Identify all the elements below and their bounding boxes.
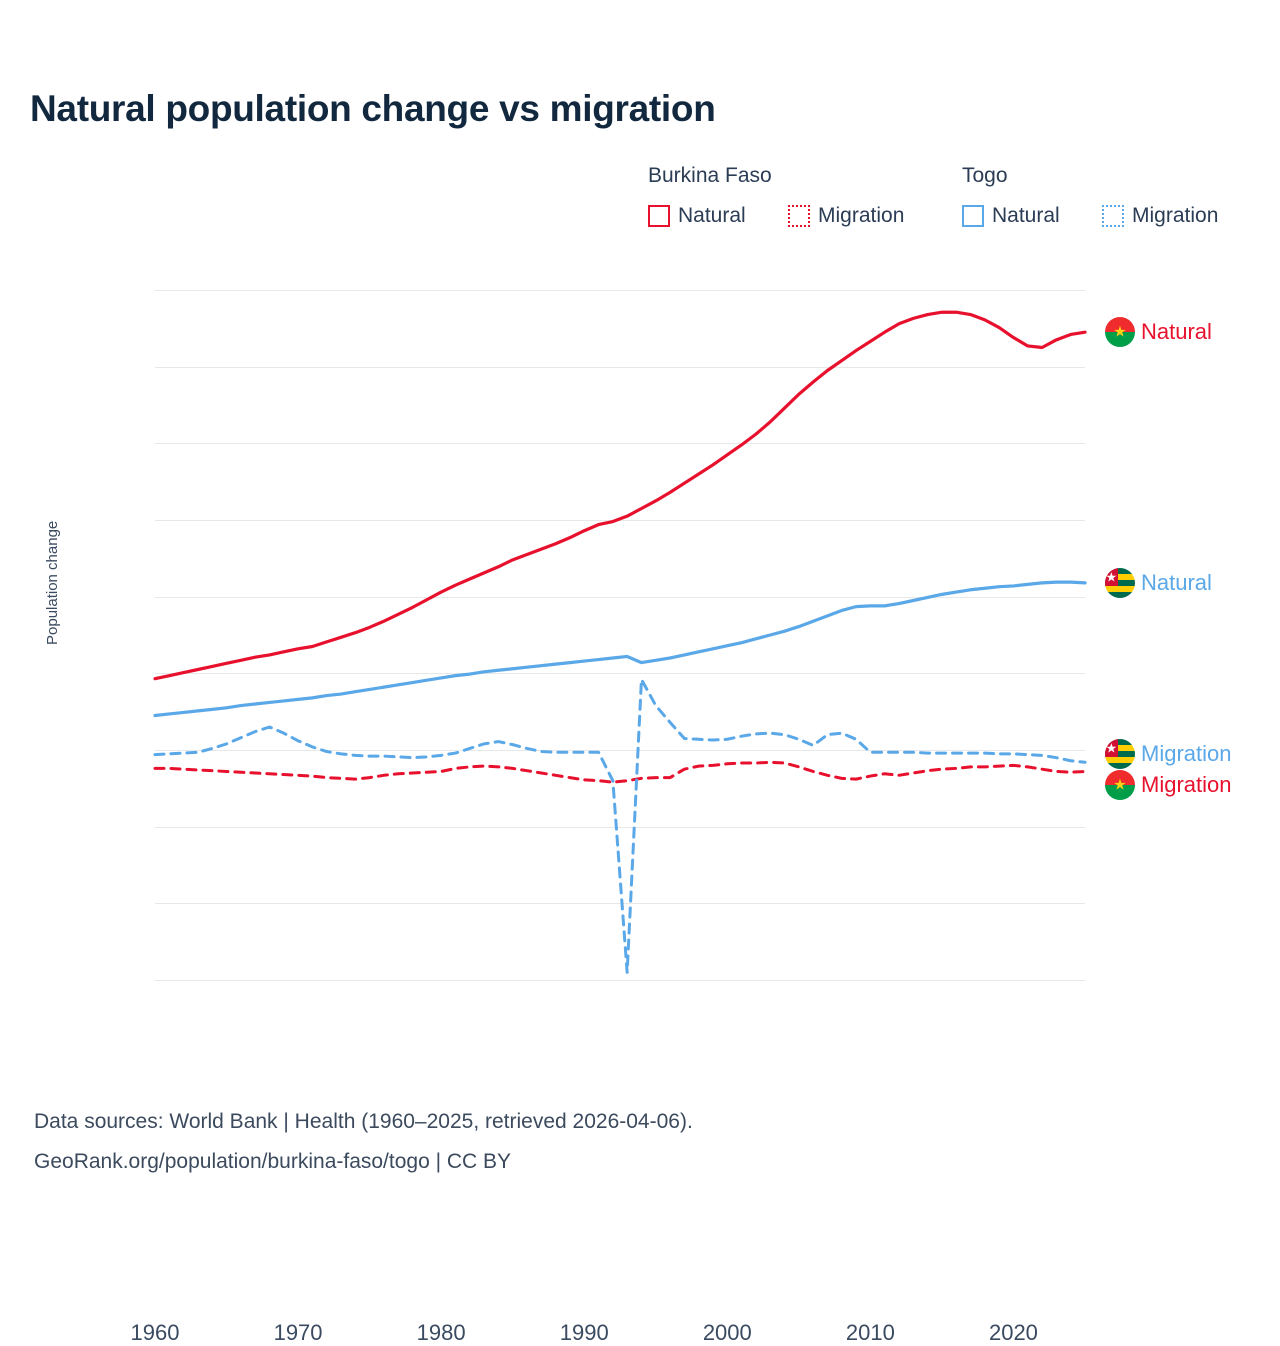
- y-axis-title: Population change: [44, 520, 61, 645]
- legend-item-togo-migration[interactable]: [1102, 204, 1218, 228]
- legend-label: Migration: [1132, 204, 1219, 227]
- legend-group-togo: Togo: [962, 164, 1008, 187]
- legend-label: Natural: [678, 204, 746, 227]
- end-label-burkina-faso-migration: [1105, 770, 1231, 800]
- burkina-faso-flag-icon: ★: [1105, 770, 1135, 800]
- legend-swatch-solid-blue-icon: [962, 205, 984, 227]
- legend-swatch-solid-red-icon: [648, 205, 670, 227]
- series-line-togo-migration: [155, 679, 1085, 972]
- togo-flag-icon: ★: [1105, 568, 1135, 598]
- legend-swatch-dotted-blue-icon: [1102, 205, 1124, 227]
- footer-attribution: GeoRank.org/population/burkina-faso/togo | CC BY: [34, 1150, 512, 1173]
- x-tick-label: 2020: [988, 1320, 1038, 1345]
- x-tick-label: 1960: [130, 1320, 180, 1345]
- end-label-togo-migration: [1105, 739, 1231, 769]
- legend-label: Natural: [992, 204, 1060, 227]
- legend-group-burkina-faso: Burkina Faso: [648, 164, 772, 187]
- burkina-faso-flag-icon: ★: [1105, 317, 1135, 347]
- end-label-text: Natural: [1141, 569, 1212, 595]
- end-label-togo-natural: [1105, 568, 1212, 598]
- page-title: Natural population change vs migration: [30, 88, 716, 129]
- togo-flag-icon: ★: [1105, 739, 1135, 769]
- legend-item-togo-natural[interactable]: [962, 204, 1060, 228]
- x-tick-label: 1990: [559, 1320, 609, 1345]
- x-tick-label: 1980: [416, 1320, 466, 1345]
- x-tick-label: 2000: [702, 1320, 752, 1345]
- legend-swatch-dotted-red-icon: [788, 205, 810, 227]
- end-label-text: Migration: [1141, 772, 1232, 798]
- legend-item-burkina-faso-natural[interactable]: [648, 204, 746, 228]
- chart-series-canvas: [155, 290, 1085, 980]
- end-label-text: Migration: [1141, 741, 1232, 767]
- end-label-burkina-faso-natural: [1105, 317, 1212, 347]
- series-line-burkina-faso-migration: [155, 762, 1085, 782]
- legend-label: Migration: [818, 204, 905, 227]
- footer-data-sources: Data sources: World Bank | Health (1960–2025, retrieved 2026-04-06).: [34, 1110, 693, 1133]
- series-line-burkina-faso-natural: [155, 312, 1085, 678]
- chart-legend: [640, 160, 1260, 250]
- gridline: [155, 980, 1085, 981]
- x-tick-label: 1970: [273, 1320, 323, 1345]
- end-label-text: Natural: [1141, 319, 1212, 345]
- legend-item-burkina-faso-migration[interactable]: [788, 204, 904, 228]
- x-tick-label: 2010: [845, 1320, 895, 1345]
